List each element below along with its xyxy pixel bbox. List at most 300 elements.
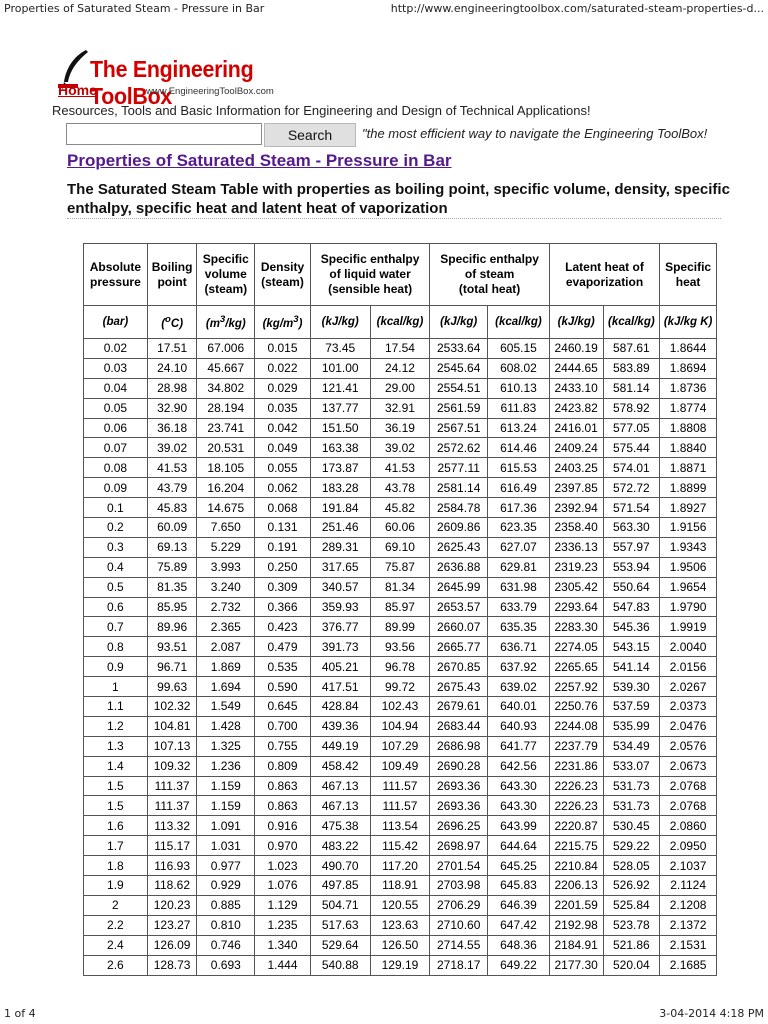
table-row bbox=[84, 518, 717, 538]
unit-lat-kj: (kJ/kg) bbox=[549, 306, 603, 339]
table-row bbox=[84, 776, 717, 796]
table-cell: 2698.97 bbox=[430, 836, 488, 856]
unit-hl-kcal: (kcal/kg) bbox=[370, 306, 430, 339]
table-cell: 126.09 bbox=[147, 935, 197, 955]
search-slogan: "the most efficient way to navigate the Engineering ToolBox! bbox=[362, 126, 708, 141]
table-cell: 572.72 bbox=[603, 478, 660, 498]
table-cell: 1.8927 bbox=[660, 498, 717, 518]
table-cell: 2710.60 bbox=[430, 915, 488, 935]
table-cell: 547.83 bbox=[603, 597, 660, 617]
table-cell: 0.05 bbox=[84, 398, 148, 418]
table-cell: 7.650 bbox=[197, 518, 255, 538]
table-cell: 2220.87 bbox=[549, 816, 603, 836]
table-cell: 0.970 bbox=[255, 836, 311, 856]
table-cell: 2686.98 bbox=[430, 736, 488, 756]
table-cell: 3.240 bbox=[197, 577, 255, 597]
table-cell: 541.14 bbox=[603, 657, 660, 677]
table-cell: 2.0768 bbox=[660, 796, 717, 816]
table-cell: 89.96 bbox=[147, 617, 197, 637]
table-cell: 1.4 bbox=[84, 756, 148, 776]
unit-pressure: (bar) bbox=[84, 306, 148, 339]
divider bbox=[67, 218, 721, 219]
table-cell: 643.30 bbox=[488, 796, 550, 816]
table-cell: 643.99 bbox=[488, 816, 550, 836]
table-cell: 2679.61 bbox=[430, 697, 488, 717]
table-cell: 340.57 bbox=[310, 577, 370, 597]
table-cell: 107.29 bbox=[370, 736, 430, 756]
table-cell: 1.3 bbox=[84, 736, 148, 756]
table-cell: 17.51 bbox=[147, 339, 197, 359]
table-cell: 2675.43 bbox=[430, 677, 488, 697]
table-cell: 2283.30 bbox=[549, 617, 603, 637]
table-cell: 1.549 bbox=[197, 697, 255, 717]
table-cell: 534.49 bbox=[603, 736, 660, 756]
table-cell: 75.89 bbox=[147, 557, 197, 577]
table-cell: 1.9343 bbox=[660, 537, 717, 557]
table-cell: 2215.75 bbox=[549, 836, 603, 856]
table-cell: 575.44 bbox=[603, 438, 660, 458]
table-cell: 540.88 bbox=[310, 955, 370, 975]
table-cell: 636.71 bbox=[488, 637, 550, 657]
table-cell: 2409.24 bbox=[549, 438, 603, 458]
table-cell: 0.015 bbox=[255, 339, 311, 359]
table-cell: 2706.29 bbox=[430, 895, 488, 915]
table-cell: 137.77 bbox=[310, 398, 370, 418]
table-cell: 2265.65 bbox=[549, 657, 603, 677]
table-cell: 1 bbox=[84, 677, 148, 697]
print-date: 3-04-2014 4:18 PM bbox=[659, 1007, 764, 1020]
table-cell: 1.5 bbox=[84, 796, 148, 816]
table-cell: 0.049 bbox=[255, 438, 311, 458]
table-row bbox=[84, 478, 717, 498]
logo-title: The Engineering ToolBox bbox=[90, 56, 254, 109]
search-button[interactable]: Search bbox=[264, 123, 356, 147]
table-cell: 60.06 bbox=[370, 518, 430, 538]
table-header-row bbox=[84, 244, 717, 306]
table-cell: 2.1372 bbox=[660, 915, 717, 935]
table-cell: 417.51 bbox=[310, 677, 370, 697]
table-cell: 2250.76 bbox=[549, 697, 603, 717]
table-cell: 43.79 bbox=[147, 478, 197, 498]
table-cell: 616.49 bbox=[488, 478, 550, 498]
table-cell: 359.93 bbox=[310, 597, 370, 617]
table-cell: 517.63 bbox=[310, 915, 370, 935]
unit-lat-kcal: (kcal/kg) bbox=[603, 306, 660, 339]
table-cell: 526.92 bbox=[603, 876, 660, 896]
table-cell: 1.235 bbox=[255, 915, 311, 935]
table-cell: 2572.62 bbox=[430, 438, 488, 458]
table-cell: 0.035 bbox=[255, 398, 311, 418]
table-cell: 391.73 bbox=[310, 637, 370, 657]
table-row bbox=[84, 339, 717, 359]
table-cell: 376.77 bbox=[310, 617, 370, 637]
table-cell: 1.031 bbox=[197, 836, 255, 856]
table-cell: 2577.11 bbox=[430, 458, 488, 478]
table-cell: 497.85 bbox=[310, 876, 370, 896]
table-cell: 449.19 bbox=[310, 736, 370, 756]
table-cell: 0.6 bbox=[84, 597, 148, 617]
table-row bbox=[84, 677, 717, 697]
table-cell: 627.07 bbox=[488, 537, 550, 557]
table-cell: 1.6 bbox=[84, 816, 148, 836]
table-cell: 1.9654 bbox=[660, 577, 717, 597]
table-cell: 531.73 bbox=[603, 776, 660, 796]
lead-paragraph: The Saturated Steam Table with properties as boiling point, specific volume, density, specific enthalpy, specific heat and latent heat of vaporization bbox=[67, 181, 730, 217]
table-cell: 69.10 bbox=[370, 537, 430, 557]
table-cell: 1.9 bbox=[84, 876, 148, 896]
table-cell: 2609.86 bbox=[430, 518, 488, 538]
table-cell: 0.029 bbox=[255, 378, 311, 398]
table-cell: 0.08 bbox=[84, 458, 148, 478]
header-specific-volume: Specific volume (steam) bbox=[197, 244, 255, 306]
table-cell: 2444.65 bbox=[549, 358, 603, 378]
table-row bbox=[84, 358, 717, 378]
table-cell: 121.41 bbox=[310, 378, 370, 398]
table-cell: 2.2 bbox=[84, 915, 148, 935]
table-cell: 629.81 bbox=[488, 557, 550, 577]
unit-hl-kj: (kJ/kg) bbox=[310, 306, 370, 339]
table-cell: 120.23 bbox=[147, 895, 197, 915]
search-input[interactable] bbox=[66, 123, 262, 145]
table-cell: 104.81 bbox=[147, 716, 197, 736]
table-cell: 2244.08 bbox=[549, 716, 603, 736]
table-cell: 41.53 bbox=[370, 458, 430, 478]
table-cell: 117.20 bbox=[370, 856, 430, 876]
table-cell: 2.1037 bbox=[660, 856, 717, 876]
table-cell: 2226.23 bbox=[549, 776, 603, 796]
table-cell: 640.93 bbox=[488, 716, 550, 736]
table-cell: 2.0768 bbox=[660, 776, 717, 796]
table-cell: 24.12 bbox=[370, 358, 430, 378]
table-cell: 504.71 bbox=[310, 895, 370, 915]
table-cell: 587.61 bbox=[603, 339, 660, 359]
table-cell: 0.916 bbox=[255, 816, 311, 836]
table-cell: 1.8694 bbox=[660, 358, 717, 378]
table-cell: 614.46 bbox=[488, 438, 550, 458]
table-cell: 535.99 bbox=[603, 716, 660, 736]
table-cell: 574.01 bbox=[603, 458, 660, 478]
table-cell: 0.042 bbox=[255, 418, 311, 438]
table-units-row bbox=[84, 306, 717, 339]
table-cell: 2545.64 bbox=[430, 358, 488, 378]
table-cell: 0.810 bbox=[197, 915, 255, 935]
header-density: Density (steam) bbox=[255, 244, 311, 306]
table-cell: 2690.28 bbox=[430, 756, 488, 776]
table-cell: 1.129 bbox=[255, 895, 311, 915]
table-cell: 2184.91 bbox=[549, 935, 603, 955]
table-cell: 2 bbox=[84, 895, 148, 915]
table-cell: 550.64 bbox=[603, 577, 660, 597]
table-cell: 107.13 bbox=[147, 736, 197, 756]
table-cell: 2.0950 bbox=[660, 836, 717, 856]
unit-volume: $(m^3/kg)$ bbox=[197, 306, 255, 339]
table-cell: 60.09 bbox=[147, 518, 197, 538]
table-cell: 0.1 bbox=[84, 498, 148, 518]
table-cell: 32.90 bbox=[147, 398, 197, 418]
table-cell: 1.023 bbox=[255, 856, 311, 876]
table-cell: 0.03 bbox=[84, 358, 148, 378]
table-cell: 475.38 bbox=[310, 816, 370, 836]
table-cell: 611.83 bbox=[488, 398, 550, 418]
table-cell: 439.36 bbox=[310, 716, 370, 736]
table-cell: 2177.30 bbox=[549, 955, 603, 975]
table-cell: 0.885 bbox=[197, 895, 255, 915]
table-cell: 39.02 bbox=[147, 438, 197, 458]
table-row bbox=[84, 637, 717, 657]
table-cell: 1.8 bbox=[84, 856, 148, 876]
table-cell: 99.72 bbox=[370, 677, 430, 697]
print-header-url: http://www.engineeringtoolbox.com/saturated-steam-properties-d... bbox=[390, 2, 764, 15]
table-cell: 20.531 bbox=[197, 438, 255, 458]
table-cell: 0.977 bbox=[197, 856, 255, 876]
table-cell: 543.15 bbox=[603, 637, 660, 657]
table-cell: 1.8736 bbox=[660, 378, 717, 398]
table-cell: 0.479 bbox=[255, 637, 311, 657]
table-cell: 0.04 bbox=[84, 378, 148, 398]
table-cell: 14.675 bbox=[197, 498, 255, 518]
table-row bbox=[84, 438, 717, 458]
table-cell: 545.36 bbox=[603, 617, 660, 637]
table-cell: 615.53 bbox=[488, 458, 550, 478]
table-cell: 578.92 bbox=[603, 398, 660, 418]
table-cell: 2237.79 bbox=[549, 736, 603, 756]
table-row bbox=[84, 657, 717, 677]
table-cell: 113.32 bbox=[147, 816, 197, 836]
table-cell: 0.8 bbox=[84, 637, 148, 657]
table-row bbox=[84, 836, 717, 856]
table-cell: 553.94 bbox=[603, 557, 660, 577]
table-row bbox=[84, 876, 717, 896]
table-cell: 0.423 bbox=[255, 617, 311, 637]
table-cell: 530.45 bbox=[603, 816, 660, 836]
table-row bbox=[84, 418, 717, 438]
table-cell: 2358.40 bbox=[549, 518, 603, 538]
table-cell: 1.340 bbox=[255, 935, 311, 955]
table-cell: 525.84 bbox=[603, 895, 660, 915]
table-cell: 34.802 bbox=[197, 378, 255, 398]
table-cell: 75.87 bbox=[370, 557, 430, 577]
table-cell: 2665.77 bbox=[430, 637, 488, 657]
table-cell: 45.667 bbox=[197, 358, 255, 378]
table-cell: 581.14 bbox=[603, 378, 660, 398]
table-cell: 0.07 bbox=[84, 438, 148, 458]
table-cell: 251.46 bbox=[310, 518, 370, 538]
table-row bbox=[84, 498, 717, 518]
table-cell: 109.32 bbox=[147, 756, 197, 776]
table-cell: 128.73 bbox=[147, 955, 197, 975]
table-cell: 1.159 bbox=[197, 796, 255, 816]
table-cell: 2714.55 bbox=[430, 935, 488, 955]
table-cell: 2.732 bbox=[197, 597, 255, 617]
table-cell: 2336.13 bbox=[549, 537, 603, 557]
table-cell: 1.8899 bbox=[660, 478, 717, 498]
table-cell: 635.35 bbox=[488, 617, 550, 637]
table-cell: 2703.98 bbox=[430, 876, 488, 896]
table-cell: 1.8644 bbox=[660, 339, 717, 359]
table-cell: 2.0040 bbox=[660, 637, 717, 657]
table-cell: 2533.64 bbox=[430, 339, 488, 359]
table-cell: 1.9919 bbox=[660, 617, 717, 637]
table-cell: 2.1124 bbox=[660, 876, 717, 896]
table-cell: 1.159 bbox=[197, 776, 255, 796]
site-logo[interactable] bbox=[56, 48, 356, 109]
table-cell: 523.78 bbox=[603, 915, 660, 935]
table-cell: 36.19 bbox=[370, 418, 430, 438]
table-cell: 69.13 bbox=[147, 537, 197, 557]
table-cell: 529.22 bbox=[603, 836, 660, 856]
table-cell: 2718.17 bbox=[430, 955, 488, 975]
table-cell: 642.56 bbox=[488, 756, 550, 776]
table-cell: 2670.85 bbox=[430, 657, 488, 677]
table-cell: 0.755 bbox=[255, 736, 311, 756]
table-cell: 102.32 bbox=[147, 697, 197, 717]
unit-boiling: ($^o$C) bbox=[147, 306, 197, 339]
table-cell: 111.37 bbox=[147, 796, 197, 816]
table-cell: 640.01 bbox=[488, 697, 550, 717]
table-cell: 2653.57 bbox=[430, 597, 488, 617]
table-cell: 1.325 bbox=[197, 736, 255, 756]
table-cell: 531.73 bbox=[603, 796, 660, 816]
table-cell: 1.8808 bbox=[660, 418, 717, 438]
table-cell: 23.741 bbox=[197, 418, 255, 438]
table-cell: 2416.01 bbox=[549, 418, 603, 438]
table-cell: 405.21 bbox=[310, 657, 370, 677]
table-cell: 539.30 bbox=[603, 677, 660, 697]
table-cell: 633.79 bbox=[488, 597, 550, 617]
table-cell: 605.15 bbox=[488, 339, 550, 359]
table-cell: 639.02 bbox=[488, 677, 550, 697]
table-cell: 643.30 bbox=[488, 776, 550, 796]
table-cell: 2.0673 bbox=[660, 756, 717, 776]
table-cell: 641.77 bbox=[488, 736, 550, 756]
table-cell: 490.70 bbox=[310, 856, 370, 876]
table-cell: 115.17 bbox=[147, 836, 197, 856]
table-cell: 2.0267 bbox=[660, 677, 717, 697]
table-cell: 2701.54 bbox=[430, 856, 488, 876]
table-cell: 2.087 bbox=[197, 637, 255, 657]
table-cell: 2584.78 bbox=[430, 498, 488, 518]
table-cell: 529.64 bbox=[310, 935, 370, 955]
print-header-title: Properties of Saturated Steam - Pressure in Bar bbox=[4, 2, 265, 15]
table-cell: 104.94 bbox=[370, 716, 430, 736]
table-cell: 43.78 bbox=[370, 478, 430, 498]
table-cell: 1.694 bbox=[197, 677, 255, 697]
table-cell: 537.59 bbox=[603, 697, 660, 717]
table-cell: 1.076 bbox=[255, 876, 311, 896]
table-cell: 0.02 bbox=[84, 339, 148, 359]
table-cell: 2319.23 bbox=[549, 557, 603, 577]
table-cell: 1.7 bbox=[84, 836, 148, 856]
print-footer bbox=[4, 1004, 764, 1020]
table-cell: 2.0576 bbox=[660, 736, 717, 756]
table-cell: 2.1208 bbox=[660, 895, 717, 915]
table-cell: 637.92 bbox=[488, 657, 550, 677]
table-cell: 0.055 bbox=[255, 458, 311, 478]
table-cell: 0.929 bbox=[197, 876, 255, 896]
site-tagline: Resources, Tools and Basic Information for Engineering and Design of Technical Applications! bbox=[52, 103, 591, 118]
table-cell: 1.5 bbox=[84, 776, 148, 796]
table-cell: 81.35 bbox=[147, 577, 197, 597]
table-cell: 111.57 bbox=[370, 796, 430, 816]
table-cell: 0.250 bbox=[255, 557, 311, 577]
table-cell: 428.84 bbox=[310, 697, 370, 717]
table-cell: 111.37 bbox=[147, 776, 197, 796]
table-cell: 0.3 bbox=[84, 537, 148, 557]
table-cell: 113.54 bbox=[370, 816, 430, 836]
table-cell: 2192.98 bbox=[549, 915, 603, 935]
table-cell: 2660.07 bbox=[430, 617, 488, 637]
table-cell: 1.9790 bbox=[660, 597, 717, 617]
table-cell: 32.91 bbox=[370, 398, 430, 418]
table-cell: 0.022 bbox=[255, 358, 311, 378]
table-cell: 67.006 bbox=[197, 339, 255, 359]
table-cell: 2397.85 bbox=[549, 478, 603, 498]
table-cell: 99.63 bbox=[147, 677, 197, 697]
table-cell: 483.22 bbox=[310, 836, 370, 856]
table-cell: 28.194 bbox=[197, 398, 255, 418]
table-cell: 2201.59 bbox=[549, 895, 603, 915]
table-cell: 1.1 bbox=[84, 697, 148, 717]
table-cell: 0.693 bbox=[197, 955, 255, 975]
table-cell: 96.78 bbox=[370, 657, 430, 677]
table-cell: 608.02 bbox=[488, 358, 550, 378]
home-link[interactable]: Home bbox=[58, 82, 97, 98]
table-cell: 111.57 bbox=[370, 776, 430, 796]
table-cell: 16.204 bbox=[197, 478, 255, 498]
table-cell: 96.71 bbox=[147, 657, 197, 677]
table-cell: 102.43 bbox=[370, 697, 430, 717]
table-cell: 129.19 bbox=[370, 955, 430, 975]
table-cell: 1.9156 bbox=[660, 518, 717, 538]
page-title[interactable]: Properties of Saturated Steam - Pressure in Bar bbox=[67, 151, 452, 170]
table-row bbox=[84, 458, 717, 478]
header-latent-heat: Latent heat of evaporization bbox=[549, 244, 659, 306]
table-cell: 45.82 bbox=[370, 498, 430, 518]
table-row bbox=[84, 577, 717, 597]
table-cell: 0.7 bbox=[84, 617, 148, 637]
table-row bbox=[84, 816, 717, 836]
table-cell: 646.39 bbox=[488, 895, 550, 915]
unit-hs-kj: (kJ/kg) bbox=[430, 306, 488, 339]
table-cell: 41.53 bbox=[147, 458, 197, 478]
table-cell: 623.35 bbox=[488, 518, 550, 538]
table-cell: 458.42 bbox=[310, 756, 370, 776]
table-cell: 173.87 bbox=[310, 458, 370, 478]
table-cell: 521.86 bbox=[603, 935, 660, 955]
table-cell: 2.6 bbox=[84, 955, 148, 975]
table-cell: 2.0476 bbox=[660, 716, 717, 736]
table-cell: 467.13 bbox=[310, 796, 370, 816]
table-cell: 0.746 bbox=[197, 935, 255, 955]
table-cell: 2696.25 bbox=[430, 816, 488, 836]
print-header bbox=[4, 2, 764, 18]
table-cell: 93.56 bbox=[370, 637, 430, 657]
table-cell: 645.83 bbox=[488, 876, 550, 896]
table-cell: 1.444 bbox=[255, 955, 311, 975]
table-row bbox=[84, 557, 717, 577]
table-row bbox=[84, 597, 717, 617]
table-cell: 28.98 bbox=[147, 378, 197, 398]
table-cell: 126.50 bbox=[370, 935, 430, 955]
table-cell: 93.51 bbox=[147, 637, 197, 657]
table-cell: 2305.42 bbox=[549, 577, 603, 597]
table-row bbox=[84, 617, 717, 637]
table-cell: 2423.82 bbox=[549, 398, 603, 418]
table-cell: 2231.86 bbox=[549, 756, 603, 776]
table-cell: 118.62 bbox=[147, 876, 197, 896]
table-cell: 1.8840 bbox=[660, 438, 717, 458]
table-cell: 2210.84 bbox=[549, 856, 603, 876]
